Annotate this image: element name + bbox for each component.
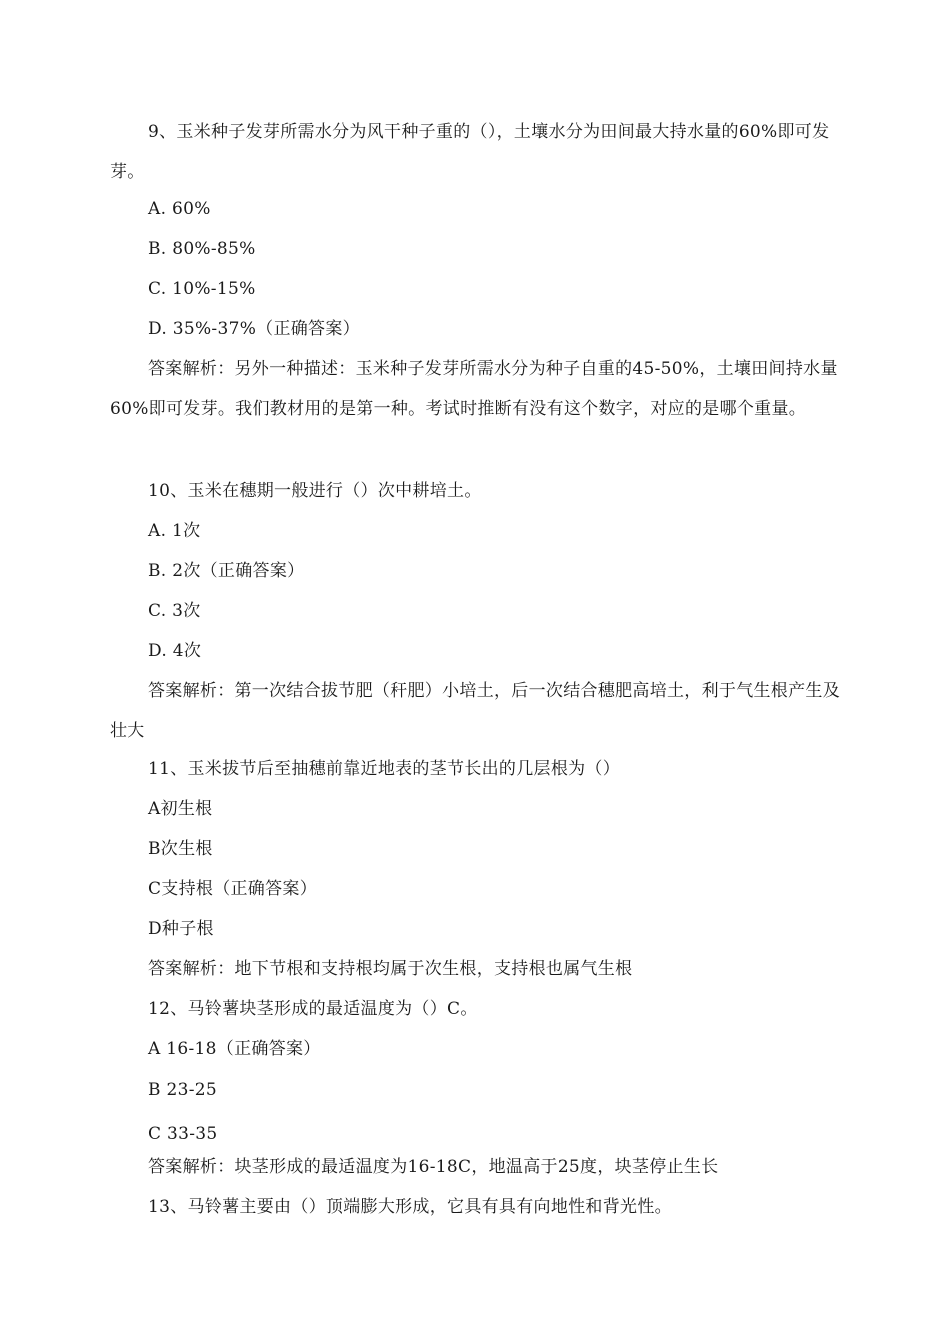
question-11-analysis: 答案解析：地下节根和支持根均属于次生根，支持根也属气生根 (148, 959, 633, 979)
question-9-option-d: D. 35%-37%（正确答案） (148, 319, 360, 339)
question-11-option-c: C支持根（正确答案） (148, 879, 318, 899)
question-11-stem: 11、玉米拔节后至抽穗前靠近地表的茎节长出的几层根为（） (148, 759, 621, 779)
question-12-option-b: B 23-25 (148, 1080, 218, 1100)
question-11-option-d: D种子根 (148, 919, 214, 939)
question-10-analysis: 答案解析：第一次结合拔节肥（秆肥）小培土，后一次结合穗肥高培土，利于气生根产生及壮大 (110, 681, 840, 741)
question-9-option-b: B. 80%-85% (148, 239, 256, 259)
question-13-stem: 13、马铃薯主要由（）顶端膨大形成，它具有具有向地性和背光性。 (148, 1197, 672, 1217)
question-10-option-d: D. 4次 (148, 641, 202, 661)
question-11-option-a: A初生根 (148, 799, 213, 819)
question-11-option-b: B次生根 (148, 839, 213, 859)
question-9-option-a: A. 60% (148, 199, 211, 219)
question-10-stem: 10、玉米在穗期一般进行（）次中耕培土。 (148, 481, 482, 501)
question-12-stem: 12、马铃薯块茎形成的最适温度为（）C。 (148, 999, 478, 1019)
question-9-stem: 9、玉米种子发芽所需水分为风干种子重的（），土壤水分为田间最大持水量的60%即可发芽。 (110, 122, 830, 182)
question-10-option-a: A. 1次 (148, 521, 201, 541)
question-12-option-c: C 33-35 (148, 1124, 218, 1144)
question-12-option-a: A 16-18（正确答案） (148, 1039, 321, 1059)
question-9-option-c: C. 10%-15% (148, 279, 256, 299)
question-10-option-c: C. 3次 (148, 601, 201, 621)
question-10-option-b: B. 2次（正确答案） (148, 561, 305, 581)
question-9-analysis: 答案解析：另外一种描述：玉米种子发芽所需水分为种子自重的45-50%，土壤田间持水量60%即可发芽。我们教材用的是第一种。考试时推断有没有这个数字，对应的是哪个重量。 (110, 359, 838, 419)
question-12-analysis: 答案解析：块茎形成的最适温度为16-18C，地温高于25度，块茎停止生长 (148, 1157, 719, 1177)
